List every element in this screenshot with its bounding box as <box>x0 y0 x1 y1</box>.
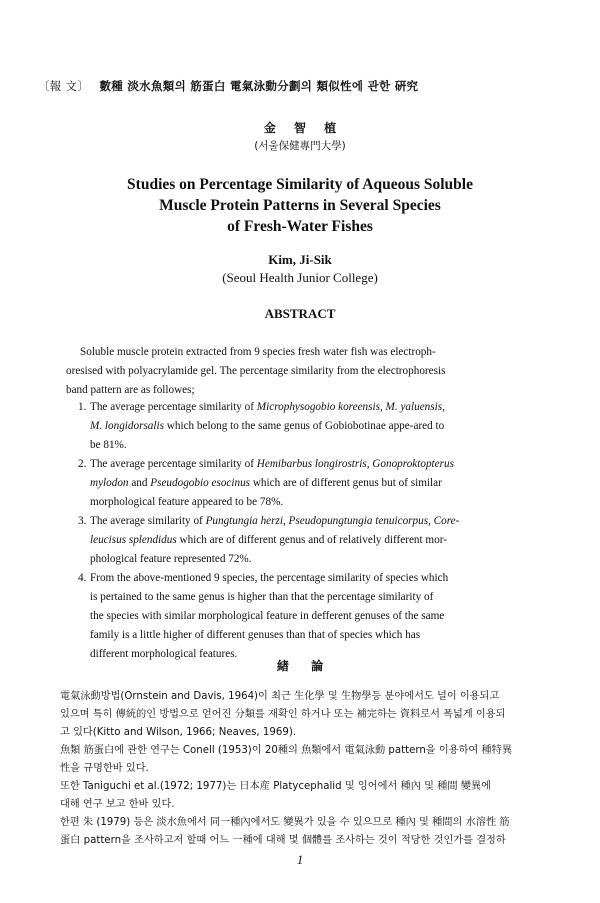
affiliation-english: (Seoul Health Junior College) <box>222 270 378 285</box>
finding-line <box>90 588 550 607</box>
finding-text: The average similarity of <box>90 515 206 527</box>
species-name: Pseudogobio esocinus <box>150 477 251 489</box>
finding-text: morphological feature appeared to be 78%. <box>90 496 284 508</box>
finding-line <box>90 436 550 455</box>
finding-line <box>90 569 550 588</box>
english-title-line: of Fresh-Water Fishes <box>227 218 373 235</box>
finding-line <box>90 531 550 550</box>
body-line: 대해 연구 보고 한바 있다. <box>60 799 175 810</box>
abstract-findings-list <box>78 398 550 664</box>
finding-text: be 81%. <box>90 439 127 451</box>
species-name: leucisus splendidus <box>90 534 177 546</box>
finding-line <box>90 455 550 474</box>
species-name: mylodon <box>90 477 129 489</box>
body-line: 性을 규명한바 있다. <box>60 763 149 774</box>
body-line: 고 있다(Kitto and Wilson, 1966; Neaves, 1969). <box>60 727 297 738</box>
finding-number: 3. <box>78 515 87 527</box>
species-name: Microphysogobio koreensis, M. yaluensis, <box>256 401 445 413</box>
finding-item <box>78 569 550 664</box>
abstract-heading: ABSTRACT <box>264 306 336 321</box>
finding-text: and <box>128 477 151 489</box>
abstract-intro <box>66 343 548 400</box>
finding-text: The average percentage similarity of <box>90 458 257 470</box>
body-line: 있으며 특히 傳統的인 방법으로 얻어진 分類를 재확인 하거나 또는 補完하는 資料로서 폭넓게 이용되 <box>60 709 506 720</box>
english-title-line: Studies on Percentage Similarity of Aqueous Soluble <box>127 176 473 193</box>
abstract-line: oresised with polyacrylamide gel. The percentage similarity from the electrophoresis <box>66 365 446 377</box>
body-line: 魚類 筋蛋白에 관한 연구는 Conell (1953)이 20種의 魚類에서 電氣泳動 pattern을 이용하여 種特異 <box>60 745 513 756</box>
finding-line <box>90 626 550 645</box>
abstract-line: Soluble muscle protein extracted from 9 species fresh water fish was electroph- <box>80 346 436 358</box>
body-line: 한편 朱 (1979) 등은 淡水魚에서 同一種內에서도 變異가 있을 수 있으므로 種內 및 種間의 水溶性 筋 <box>60 817 510 828</box>
finding-item <box>78 512 550 569</box>
finding-text: family is a little higher of different genuses than that of species which has <box>90 629 421 641</box>
finding-number: 1. <box>78 401 87 413</box>
finding-item <box>78 398 550 455</box>
author-english: Kim, Ji-Sik <box>268 252 332 267</box>
english-title-line: Muscle Protein Patterns in Several Species <box>159 197 441 214</box>
section-heading-introduction: 緖 論 <box>276 659 324 673</box>
species-name: Pungtungia herzi, Pseudopungtungia tenuicorpus, Core- <box>205 515 460 527</box>
finding-number: 4. <box>78 572 87 584</box>
finding-line <box>90 493 550 512</box>
english-title <box>0 174 600 237</box>
affiliation-korean: (서울保健專門大學) <box>254 140 346 152</box>
author-korean: 金 智 植 <box>263 121 337 135</box>
korean-title-text: 數種 淡水魚類의 筋蛋白 電氣泳動分劃의 類似性에 관한 硏究 <box>99 79 419 93</box>
finding-text: the species with similar morphological feature in defferent genuses of the same <box>90 610 445 622</box>
finding-text: phological feature represented 72%. <box>90 553 252 565</box>
finding-line <box>90 398 550 417</box>
introduction-body <box>60 688 550 850</box>
species-name: Hemibarbus longirostris, Gonoproktopterus <box>256 458 454 470</box>
finding-line <box>90 474 550 493</box>
finding-text: which are of different genus but of similar <box>250 477 442 489</box>
finding-line <box>90 512 550 531</box>
page-number: 1 <box>296 852 304 867</box>
finding-text: The average percentage similarity of <box>90 401 257 413</box>
article-type-tag: 〔報 文〕 <box>38 79 90 93</box>
finding-number: 2. <box>78 458 87 470</box>
finding-text: which belong to the same genus of Gobiobotinae appe-ared to <box>163 420 445 432</box>
finding-text: which are of different genus and of relatively different mor- <box>176 534 447 546</box>
finding-line <box>90 607 550 626</box>
finding-line <box>90 417 550 436</box>
abstract-line: band pattern are as followes; <box>66 384 195 396</box>
finding-item <box>78 455 550 512</box>
korean-title <box>38 78 578 94</box>
finding-text: different morphological features. <box>90 648 238 660</box>
species-name: M. longidorsalis <box>90 420 164 432</box>
body-line: 蛋白 pattern을 조사하고저 할때 어느 一種에 대해 몇 個體를 조사하는 것이 적당한 것인가를 결정하 <box>60 835 506 846</box>
finding-line <box>90 550 550 569</box>
body-line: 電氣泳動방법(Ornstein and Davis, 1964)이 최근 生化學 및 生物學등 분야에서도 널이 이용되고 <box>60 691 500 702</box>
finding-text: From the above-mentioned 9 species, the percentage similarity of species which <box>90 572 449 584</box>
body-line: 또한 Taniguchi et al.(1972; 1977)는 日本産 Platycephalid 및 잉어에서 種內 및 種間 變異에 <box>60 781 492 792</box>
finding-text: is pertained to the same genus is higher than that the percentage similarity of <box>90 591 434 603</box>
